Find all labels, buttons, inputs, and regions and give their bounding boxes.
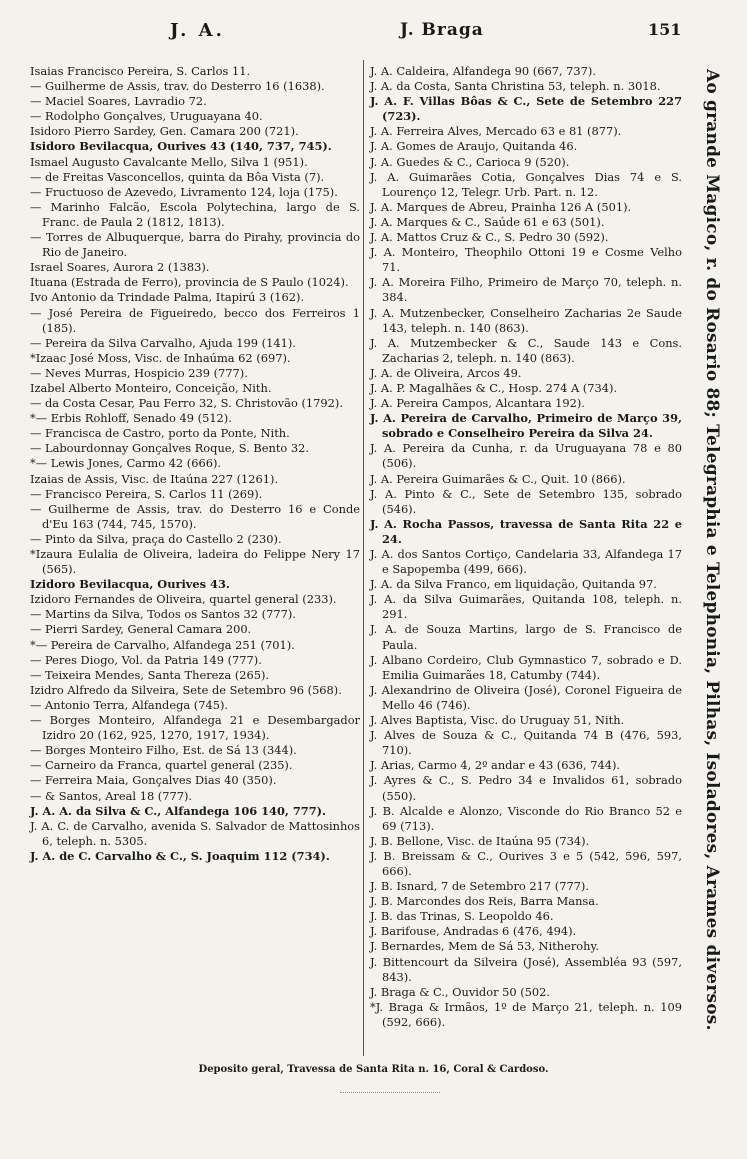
directory-entry: J. A. Marques & C., Saúde 61 e 63 (501). bbox=[370, 214, 605, 229]
directory-entry: Izidoro Bevilacqua, Ourives 43. bbox=[30, 577, 230, 592]
directory-entry: *J. Braga & Irmãos, 1º de Março 21, teleph. n. 109 (592, 666). bbox=[370, 999, 682, 1029]
directory-entry: J. A. P. Magalhães & C., Hosp. 274 A (734). bbox=[370, 380, 618, 395]
right-column bbox=[370, 64, 682, 1030]
directory-entry: J. Bernardes, Mem de Sá 53, Nitherohy. bbox=[370, 939, 600, 954]
directory-entry: J. A. Rocha Passos, travessa de Santa Rita 22 e 24. bbox=[370, 516, 682, 546]
directory-entry: J. B. Alcalde e Alonzo, Visconde do Rio Branco 52 e 69 (713). bbox=[370, 803, 682, 833]
directory-entry: J. B. Marcondes dos Reis, Barra Mansa. bbox=[370, 894, 599, 909]
directory-entry: — Guilherme de Assis, trav. do Desterro 16 (1638). bbox=[30, 79, 325, 94]
directory-entry: J. Alexandrino de Oliveira (José), Coronel Figueira de Mello 46 (746). bbox=[370, 682, 682, 712]
directory-entry: J. A. Gomes de Araujo, Quitanda 46. bbox=[370, 139, 578, 154]
directory-entry: Isaias Francisco Pereira, S. Carlos 11. bbox=[30, 64, 251, 78]
directory-entry: Izidoro Fernandes de Oliveira, quartel general (233). bbox=[30, 592, 337, 607]
directory-entry: — Borges Monteiro, Alfandega 21 e Desembargador Izidro 20 (162, 925, 1270, 1917, 1934). bbox=[30, 713, 360, 743]
directory-entry: *Izaac José Moss, Visc. de Inhaúma 62 (697). bbox=[30, 350, 291, 365]
directory-entry: Israel Soares, Aurora 2 (1383). bbox=[30, 260, 210, 275]
directory-entry: J. A. Mutzembecker & C., Saude 143 e Cons. Zacharias 2, teleph. n. 140 (863). bbox=[370, 335, 682, 365]
directory-entry: — Rodolpho Gonçalves, Uruguayana 40. bbox=[30, 109, 263, 124]
directory-entry: J. A. Caldeira, Alfandega 90 (667, 737). bbox=[370, 64, 596, 78]
directory-entry: J. Braga & C., Ouvidor 50 (502. bbox=[370, 984, 551, 999]
footer-ornament bbox=[340, 1092, 440, 1095]
directory-entry: J. A. Monteiro, Theophilo Ottoni 19 e Cosme Velho 71. bbox=[370, 245, 682, 275]
directory-entry: J. A. Ferreira Alves, Mercado 63 e 81 (877). bbox=[370, 124, 622, 139]
column-divider bbox=[363, 60, 364, 1056]
directory-entry: Isidoro Bevilacqua, Ourives 43 (140, 737, 745). bbox=[30, 139, 332, 154]
directory-entry: — Ferreira Maia, Gonçalves Dias 40 (350). bbox=[30, 773, 277, 788]
directory-entry: J. A. Mattos Cruz & C., S. Pedro 30 (592). bbox=[370, 230, 609, 245]
directory-entry: — Fructuoso de Azevedo, Livramento 124, loja (175). bbox=[30, 184, 338, 199]
directory-entry: — Teixeira Mendes, Santa Thereza (265). bbox=[30, 667, 270, 682]
directory-entry: J. A. Pereira Guimarães & C., Quit. 10 (866). bbox=[370, 471, 626, 486]
directory-entry: J. A. Pereira Campos, Alcantara 192). bbox=[370, 396, 585, 411]
directory-entry: J. Bittencourt da Silveira (José), Assembléa 93 (597, 843). bbox=[370, 954, 682, 984]
directory-entry: — Torres de Albuquerque, barra do Pirahy, provincia do Rio de Janeiro. bbox=[30, 230, 360, 260]
directory-entry: — de Freitas Vasconcellos, quinta da Bôa Vista (7). bbox=[30, 169, 325, 184]
directory-entry: Izaias de Assis, Visc. de Itaúna 227 (1261). bbox=[30, 471, 279, 486]
directory-entry: — Maciel Soares, Lavradio 72. bbox=[30, 94, 207, 109]
directory-entry: J. B. das Trinas, S. Leopoldo 46. bbox=[370, 909, 554, 924]
directory-entry: J. A. de Oliveira, Arcos 49. bbox=[370, 365, 522, 380]
directory-entry: J. A. de C. Carvalho & C., S. Joaquim 112 (734). bbox=[30, 848, 330, 863]
directory-entry: Izidro Alfredo da Silveira, Sete de Setembro 96 (568). bbox=[30, 682, 342, 697]
directory-entry: — Antonio Terra, Alfandega (745). bbox=[30, 697, 229, 712]
left-column bbox=[30, 64, 360, 864]
directory-entry: — Borges Monteiro Filho, Est. de Sá 13 (344). bbox=[30, 743, 297, 758]
directory-entry: J. A. da Silva Guimarães, Quitanda 108, teleph. n. 291. bbox=[370, 592, 682, 622]
directory-entry: J. B. Breissam & C., Ourives 3 e 5 (542, 596, 597, 666). bbox=[370, 848, 682, 878]
directory-entry: Isidoro Pierro Sardey, Gen. Camara 200 (721). bbox=[30, 124, 299, 139]
directory-entry: J. A. de Souza Martins, largo de S. Francisco de Paula. bbox=[370, 622, 682, 652]
directory-entry: J. A. da Costa, Santa Christina 53, teleph. n. 3018. bbox=[370, 79, 661, 94]
directory-entry: — Pereira da Silva Carvalho, Ajuda 199 (141). bbox=[30, 335, 296, 350]
header-running-title: J. Braga bbox=[400, 20, 484, 40]
directory-entry: J. Ayres & C., S. Pedro 34 e Invalidos 61, sobrado (550). bbox=[370, 773, 682, 803]
directory-entry: Ituana (Estrada de Ferro), provincia de S Paulo (1024). bbox=[30, 275, 349, 290]
directory-entry: J. A. dos Santos Cortiço, Candelaria 33, Alfandega 17 e Sapopemba (499, 666). bbox=[370, 547, 682, 577]
directory-entry: J. A. Pinto & C., Sete de Setembro 135, sobrado (546). bbox=[370, 486, 682, 516]
directory-entry: J. A. Mutzenbecker, Conselheiro Zacharias 2e Saude 143, teleph. n. 140 (863). bbox=[370, 305, 682, 335]
directory-entry: J. A. C. de Carvalho, avenida S. Salvador de Mattosinhos 6, teleph. n. 5305. bbox=[30, 818, 360, 848]
directory-entry: — Francisco Pereira, S. Carlos 11 (269). bbox=[30, 486, 263, 501]
directory-entry: J. A. Pereira da Cunha, r. da Uruguayana 78 e 80 (506). bbox=[370, 441, 682, 471]
directory-entry: — Martins da Silva, Todos os Santos 32 (777). bbox=[30, 607, 296, 622]
directory-entry: Izabel Alberto Monteiro, Conceição, Nith. bbox=[30, 380, 272, 395]
directory-entry: J. A. da Silva Franco, em liquidação, Quitanda 97. bbox=[370, 577, 657, 592]
directory-entry: — & Santos, Areal 18 (777). bbox=[30, 788, 193, 803]
page-header bbox=[0, 20, 747, 50]
directory-entry: — Neves Murras, Hospicio 239 (777). bbox=[30, 365, 248, 380]
directory-entry: *— Pereira de Carvalho, Alfandega 251 (701). bbox=[30, 637, 295, 652]
directory-entry: J. A. F. Villas Bôas & C., Sete de Setembro 227 (723). bbox=[370, 94, 682, 124]
header-left-key: J. A. bbox=[170, 20, 225, 41]
directory-entry: — da Costa Cesar, Pau Ferro 32, S. Christovão (1792). bbox=[30, 396, 343, 411]
directory-entry: J. A. Guimarães Cotia, Gonçalves Dias 74 e S. Lourenço 12, Telegr. Urb. Part. n. 12. bbox=[370, 169, 682, 199]
directory-entry: J. A. Guedes & C., Carioca 9 (520). bbox=[370, 154, 570, 169]
directory-entry: *— Lewis Jones, Carmo 42 (666). bbox=[30, 456, 222, 471]
directory-entry: J. Alves de Souza & C., Quitanda 74 B (476, 593, 710). bbox=[370, 728, 682, 758]
directory-entry: *Izaura Eulalia de Oliveira, ladeira do Felippe Nery 17 (565). bbox=[30, 547, 360, 577]
directory-entry: — Pinto da Silva, praça do Castello 2 (230). bbox=[30, 531, 282, 546]
page-number: 151 bbox=[648, 20, 682, 39]
directory-entry: Ismael Augusto Cavalcante Mello, Silva 1 (951). bbox=[30, 154, 308, 169]
directory-entry: J. B. Bellone, Visc. de Itaúna 95 (734). bbox=[370, 833, 590, 848]
directory-entry: J. B. Isnard, 7 de Setembro 217 (777). bbox=[370, 879, 589, 894]
directory-entry: J. A. Marques de Abreu, Prainha 126 A (501). bbox=[370, 199, 632, 214]
directory-entry: J. Arias, Carmo 4, 2º andar e 43 (636, 744). bbox=[370, 758, 621, 773]
side-advertisement bbox=[688, 40, 736, 1060]
directory-entry: — Carneiro da Franca, quartel general (235). bbox=[30, 758, 293, 773]
footer-advertisement: Deposito geral, Travessa de Santa Rita n. 16, Coral & Cardoso. bbox=[198, 1064, 549, 1075]
directory-entry: J. Albano Cordeiro, Club Gymnastico 7, sobrado e D. Emilia Guimarães 18, Catumby (744). bbox=[370, 652, 682, 682]
directory-entry: J. A. Pereira de Carvalho, Primeiro de Março 39, sobrado e Conselheiro Pereira da Silva 24. bbox=[370, 411, 682, 441]
directory-entry: J. A. Moreira Filho, Primeiro de Março 70, teleph. n. 384. bbox=[370, 275, 682, 305]
directory-entry: — Pierri Sardey, General Camara 200. bbox=[30, 622, 252, 637]
directory-entry: — José Pereira de Figueiredo, becco dos Ferreiros 1 (185). bbox=[30, 305, 360, 335]
directory-entry: — Labourdonnay Gonçalves Roque, S. Bento 32. bbox=[30, 441, 310, 456]
directory-entry: — Peres Diogo, Vol. da Patria 149 (777). bbox=[30, 652, 262, 667]
directory-entry: Ivo Antonio da Trindade Palma, Itapirú 3 (162). bbox=[30, 290, 305, 305]
directory-entry: J. Alves Baptista, Visc. do Uruguay 51, Nith. bbox=[370, 713, 625, 728]
directory-entry: — Marinho Falcão, Escola Polytechina, largo de S. Franc. de Paula 2 (1812, 1813). bbox=[30, 199, 360, 229]
directory-entry: — Guilherme de Assis, trav. do Desterro 16 e Conde d'Eu 163 (744, 745, 1570). bbox=[30, 501, 360, 531]
side-banner-text: Ao grande Magico, r. do Rosario 88; Telegraphia e Telephonia, Pilhas, Isoladores, Arames diversos. bbox=[702, 69, 722, 1031]
directory-entry: J. A. A. da Silva & C., Alfandega 106 140, 777). bbox=[30, 803, 326, 818]
directory-entry: J. Barifouse, Andradas 6 (476, 494). bbox=[370, 924, 577, 939]
directory-entry: — Francisca de Castro, porto da Ponte, Nith. bbox=[30, 426, 290, 441]
directory-entry: *— Erbis Rohloff, Senado 49 (512). bbox=[30, 411, 232, 426]
